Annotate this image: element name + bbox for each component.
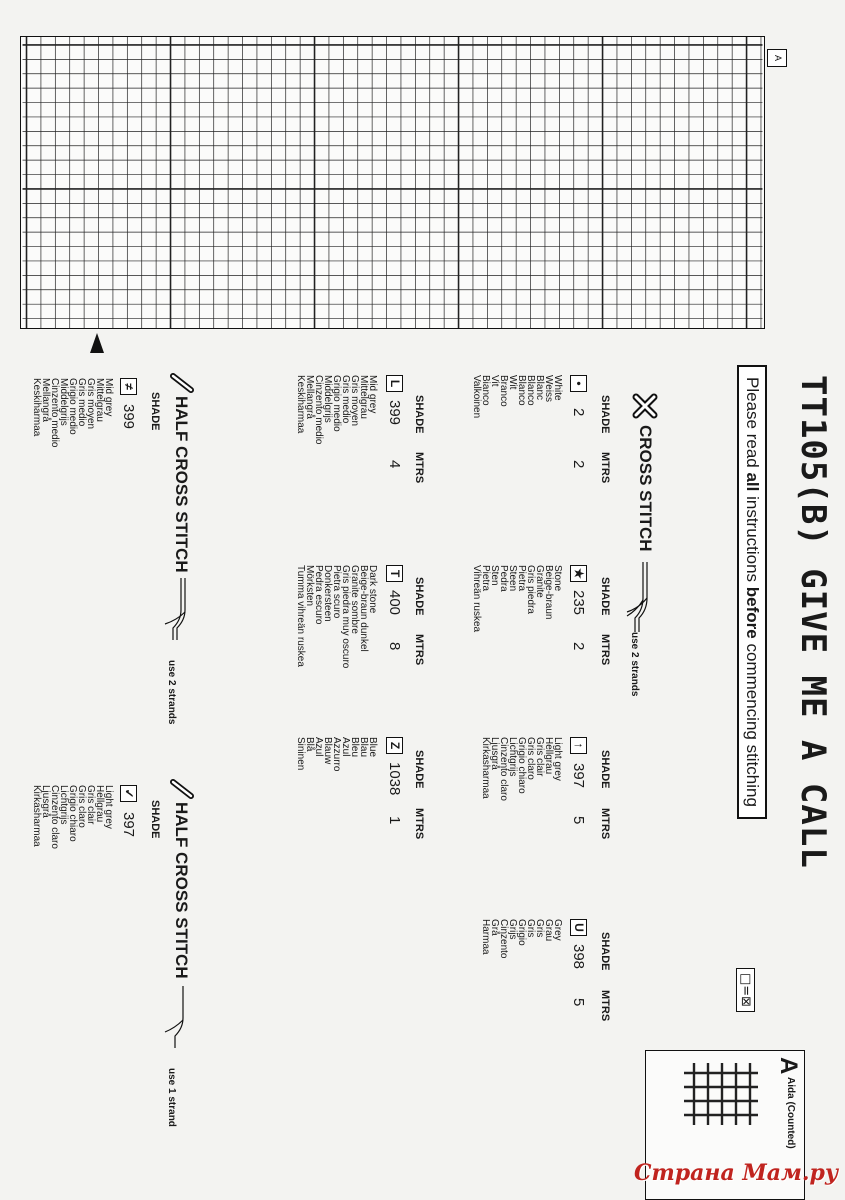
- thread-shade: 1038: [386, 762, 403, 796]
- thread-name: Kirkasharmaa: [480, 737, 491, 799]
- thread-symbol: •: [570, 375, 587, 392]
- thread-name: Ljusgrå: [40, 785, 51, 818]
- thread-name: Gris clair: [85, 785, 96, 825]
- thread-shade: 235: [570, 590, 587, 616]
- thread-name: Beige-braun: [543, 565, 554, 620]
- mtrs-header: MTRS: [413, 452, 425, 484]
- thread-shade: 398: [570, 944, 587, 970]
- thread-name: Sininen: [295, 737, 306, 771]
- thread-name: Hellgrau: [543, 737, 554, 775]
- thread-strand-icon: [163, 986, 193, 1048]
- half-cross-title: HALF CROSS STITCH: [172, 802, 191, 979]
- thread-symbol: ↑: [570, 737, 587, 754]
- thread-name: Gris clair: [534, 737, 545, 777]
- thread-name: Mid grey: [367, 375, 378, 414]
- thread-name: Donkersteen: [322, 565, 333, 622]
- cross-stitch-strands: use 2 strands: [629, 632, 640, 697]
- thread-name: Gris: [534, 919, 545, 938]
- thread-name: Cinzento: [498, 919, 509, 959]
- thread-name: Blau: [358, 737, 369, 758]
- thread-name: Pedra escuro: [313, 565, 324, 625]
- thread-symbol: Z: [386, 737, 403, 754]
- thread-shade: 397: [570, 763, 587, 789]
- half-cross-strands: use 1 strand: [166, 1068, 177, 1127]
- thread-name: Mellangrå: [40, 378, 51, 422]
- cross-stitch-icon: [631, 392, 659, 420]
- thread-names: [32, 785, 113, 849]
- thread-names: [481, 919, 562, 958]
- mtrs-header: MTRS: [599, 990, 611, 1022]
- thread-name: Pietra: [480, 565, 491, 592]
- shade-header: SHADE: [599, 750, 611, 789]
- thread-name: Middelgrijs: [58, 378, 69, 426]
- thread-name: Pietra scuro: [331, 565, 342, 619]
- thread-name: Dark stone: [367, 565, 378, 614]
- thread-name: Mittelgrau: [358, 375, 369, 419]
- thread-name: Kirkasharmaa: [31, 785, 42, 847]
- thread-name: Gris piedra muy oscuro: [340, 565, 351, 669]
- thread-name: Light grey: [552, 737, 563, 781]
- stitch-legend-icon: □=⊠: [736, 968, 755, 1012]
- thread-name: Grau: [543, 919, 554, 942]
- aida-letter: A: [775, 1057, 802, 1075]
- thread-name: Gris moyen: [349, 375, 360, 427]
- thread-shade: 397: [120, 812, 137, 838]
- thread-name: Mörksten: [304, 565, 315, 607]
- thread-name: Wit: [507, 375, 518, 390]
- thread-mtrs: 2: [570, 460, 587, 469]
- thread-name: Blanc: [534, 375, 545, 401]
- thread-name: Sten: [489, 565, 500, 586]
- thread-mtrs: 1: [386, 816, 403, 825]
- thread-name: Valkoinen: [471, 375, 482, 419]
- half-stitch-icon: [169, 778, 195, 800]
- mtrs-header: MTRS: [599, 808, 611, 840]
- thread-name: Cinzento medio: [313, 375, 324, 445]
- thread-mtrs: 4: [386, 460, 403, 469]
- half-stitch-icon: [169, 372, 195, 394]
- thread-mtrs: 5: [570, 816, 587, 825]
- thread-name: Cinzento medio: [49, 378, 60, 448]
- thread-shade: 400: [386, 590, 403, 616]
- thread-name: Cinzento claro: [49, 785, 60, 849]
- instruction-box: [737, 365, 767, 819]
- thread-name: Keskiharmaa: [295, 375, 306, 434]
- mtrs-header: MTRS: [599, 452, 611, 484]
- thread-symbol: U: [570, 919, 587, 936]
- shade-header: SHADE: [599, 577, 611, 616]
- shade-header: SHADE: [413, 750, 425, 789]
- thread-mtrs: 8: [386, 642, 403, 651]
- thread-name: Blanco: [516, 375, 527, 406]
- thread-name: Azzurro: [331, 737, 342, 772]
- mtrs-header: MTRS: [413, 634, 425, 666]
- thread-name: Mellangrå: [304, 375, 315, 419]
- instruction-text: Please read: [743, 377, 762, 473]
- thread-symbol: T: [386, 565, 403, 582]
- thread-name: Lichtgrijs: [58, 785, 69, 825]
- thread-name: Gris claro: [525, 737, 536, 780]
- shade-header: SHADE: [413, 577, 425, 616]
- thread-name: Blauw: [322, 737, 333, 765]
- thread-name: Grå: [489, 919, 500, 936]
- thread-name: Grigio chiaro: [67, 785, 78, 842]
- thread-name: Gris moyen: [85, 378, 96, 430]
- thread-name: Grigio medio: [67, 378, 78, 435]
- thread-mtrs: 5: [570, 998, 587, 1007]
- thread-shade: 399: [386, 400, 403, 426]
- thread-name: Keskiharmaa: [31, 378, 42, 437]
- thread-shade: 399: [120, 404, 137, 430]
- cross-stitch-title: CROSS STITCH: [636, 425, 655, 552]
- thread-name: Vihreän ruskea: [471, 565, 482, 633]
- thread-name: Harmaa: [480, 919, 491, 955]
- thread-name: Mid grey: [103, 378, 114, 417]
- thread-symbol: ≠: [120, 378, 137, 395]
- mtrs-header: MTRS: [599, 634, 611, 666]
- thread-name: Azul: [313, 737, 324, 757]
- thread-name: Middelgrijs: [322, 375, 333, 423]
- thread-name: Cinzento claro: [498, 737, 509, 801]
- thread-name: Gris: [525, 919, 536, 938]
- instruction-bold-before: before: [743, 586, 762, 639]
- thread-name: Gris claro: [76, 785, 87, 828]
- mtrs-header: MTRS: [413, 808, 425, 840]
- thread-name: Granite sombre: [349, 565, 360, 634]
- aida-weave-icon: [684, 1063, 758, 1125]
- thread-name: Bleu: [349, 737, 360, 758]
- thread-name: Grigio chiaro: [516, 737, 527, 794]
- aida-label: Aida (Counted): [785, 1077, 796, 1149]
- thread-names: [472, 565, 562, 632]
- thread-name: Gris medio: [340, 375, 351, 424]
- thread-names: [296, 565, 377, 668]
- thread-name: Grijs: [507, 919, 518, 940]
- thread-names: [296, 737, 377, 771]
- thread-name: Grey: [552, 919, 563, 941]
- thread-name: Bianco: [480, 375, 491, 406]
- thread-name: Beige-braun dunkel: [358, 565, 369, 652]
- thread-mtrs: 2: [570, 642, 587, 651]
- thread-name: Pietra: [516, 565, 527, 592]
- thread-name: Azul: [340, 737, 351, 757]
- instruction-bold-all: all: [743, 472, 762, 492]
- half-cross-strands: use 2 strands: [166, 660, 177, 725]
- thread-name: Gris medio: [76, 378, 87, 427]
- thread-name: Blå: [304, 737, 315, 752]
- thread-name: Branco: [498, 375, 509, 407]
- thread-name: Steen: [507, 565, 518, 592]
- thread-strands-icon: [625, 562, 653, 632]
- half-cross-title: HALF CROSS STITCH: [172, 396, 191, 573]
- thread-name: Lichtgrijs: [507, 737, 518, 777]
- instruction-text: instructions: [743, 491, 762, 587]
- thread-symbol: ✓: [120, 785, 137, 802]
- thread-symbol: L: [386, 375, 403, 392]
- thread-symbol: ★: [570, 565, 587, 582]
- thread-name: Hellgrau: [94, 785, 105, 823]
- thread-name: Vit: [489, 375, 500, 387]
- thread-names: [296, 375, 377, 444]
- thread-names: [472, 375, 562, 418]
- thread-name: Mittelgrau: [94, 378, 105, 422]
- thread-name: Pedra: [498, 565, 509, 592]
- shade-header: SHADE: [599, 932, 611, 971]
- instruction-text: commencing stitching: [743, 638, 762, 807]
- thread-shade: 2: [570, 408, 587, 417]
- thread-name: White: [552, 375, 563, 401]
- thread-name: Gris piedra: [525, 565, 536, 614]
- thread-names: [32, 378, 113, 447]
- thread-name: Weiss: [543, 375, 554, 403]
- thread-name: Granite: [534, 565, 545, 598]
- thread-name: Tumma vihreän ruskea: [295, 565, 306, 667]
- grid-marker-a: A: [767, 49, 787, 67]
- shade-header: SHADE: [149, 800, 161, 839]
- thread-name: Grigio: [516, 919, 527, 946]
- thread-names: [481, 737, 562, 801]
- shade-header: SHADE: [149, 392, 161, 431]
- thread-strands-icon: [163, 578, 193, 640]
- shade-header: SHADE: [599, 395, 611, 434]
- thread-name: Light grey: [103, 785, 114, 829]
- thread-name: Stone: [552, 565, 563, 592]
- thread-name: Grigio medio: [331, 375, 342, 432]
- thread-name: Ljusgrå: [489, 737, 500, 770]
- shade-header: SHADE: [413, 395, 425, 434]
- thread-name: Blanco: [525, 375, 536, 406]
- thread-name: Blue: [367, 737, 378, 758]
- page-title: TT105(B) GIVE ME A CALL: [793, 375, 833, 869]
- watermark: Страна Мам.ру: [634, 1160, 839, 1186]
